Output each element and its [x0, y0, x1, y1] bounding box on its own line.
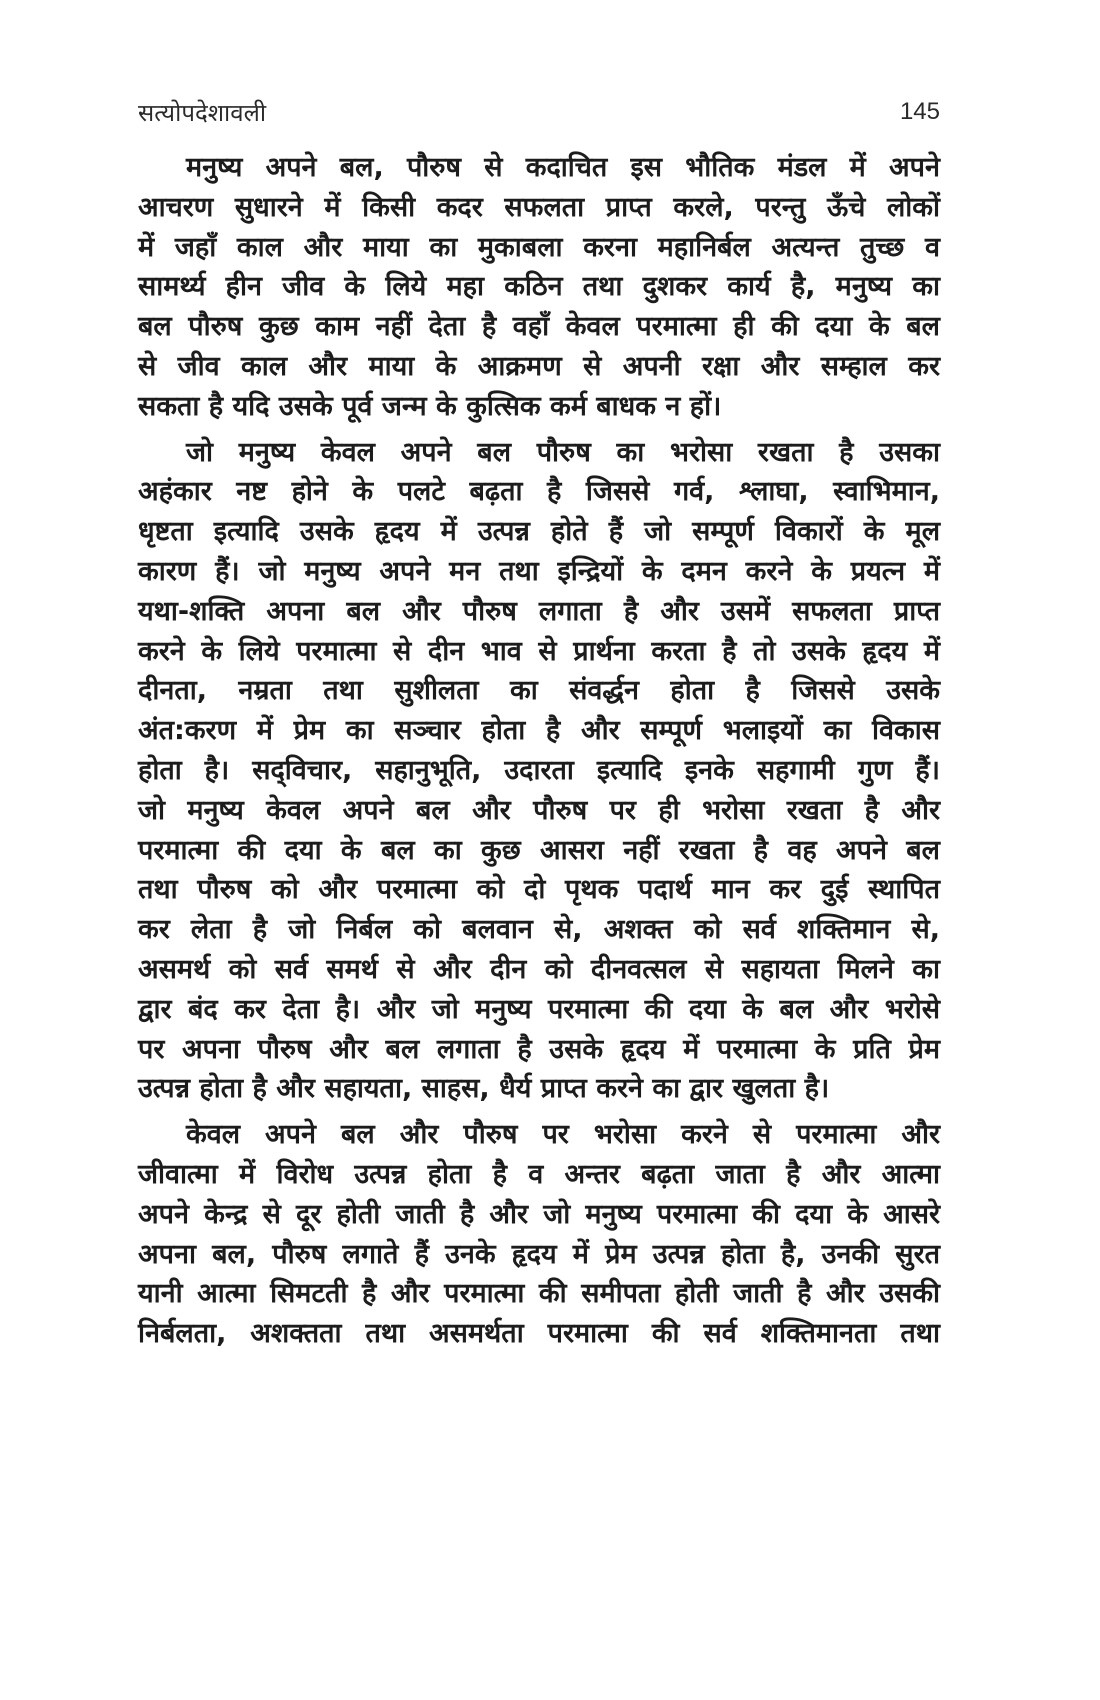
text-line: सकता है यदि उसके पूर्व जन्म के कुत्सिक कर्म बाधक न हों। [138, 390, 722, 422]
text-line: अपने केन्द्र से दूर होती जाती है और जो मनुष्य परमात्मा की दया के आसरे [138, 1198, 940, 1230]
text-line: यथा-शक्ति अपना बल और पौरुष लगाता है और उसमें सफलता प्राप्त [138, 595, 940, 627]
text-line: करने के लिये परमात्मा से दीन भाव से प्रार्थना करता है तो उसके हृदय में [138, 635, 940, 667]
text-line: धृष्टता इत्यादि उसके हृदय में उत्पन्न होते हैं जो सम्पूर्ण विकारों के मूल [138, 516, 940, 548]
text-line: बल पौरुष कुछ काम नहीं देता है वहाँ केवल परमात्मा ही की दया के बल [138, 311, 940, 343]
text-line: तथा पौरुष को और परमात्मा को दो पृथक पदार्थ मान कर दुई स्थापित [138, 874, 940, 906]
text-line: केवल अपने बल और पौरुष पर भरोसा करने से परमात्मा और [186, 1119, 940, 1151]
page-number: 145 [899, 98, 940, 125]
text-line: यानी आत्मा सिमटती है और परमात्मा की समीपता होती जाती है और उसकी [138, 1278, 940, 1310]
text-line: जो मनुष्य केवल अपने बल और पौरुष पर ही भरोसा रखता है और [138, 794, 940, 826]
paragraph-1 [138, 148, 940, 427]
text-line: अंत:करण में प्रेम का सञ्चार होता है और सम्पूर्ण भलाइयों का विकास [138, 715, 940, 747]
text-line: कारण हैं। जो मनुष्य अपने मन तथा इन्द्रियों के दमन करने के प्रयत्न में [138, 555, 940, 587]
text-line: पर अपना पौरुष और बल लगाता है उसके हृदय में परमात्मा के प्रति प्रेम [138, 1033, 940, 1065]
text-line: मनुष्य अपने बल, पौरुष से कदाचित इस भौतिक मंडल में अपने [186, 152, 940, 183]
text-line: उत्पन्न होता है और सहायता, साहस, धैर्य प्राप्त करने का द्वार खुलता है। [138, 1073, 830, 1105]
running-header [138, 92, 940, 132]
text-line: असमर्थ को सर्व समर्थ से और दीन को दीनवत्सल से सहायता मिलने का [138, 953, 940, 985]
text-line: निर्बलता, अशक्तता तथा असमर्थता परमात्मा की सर्व शक्तिमानता तथा [138, 1318, 940, 1350]
paragraph-3 [138, 1115, 940, 1354]
paragraph-2 [138, 433, 940, 1110]
text-line: आचरण सुधारने में किसी कदर सफलता प्राप्त करले, परन्तु ऊँचे लोकों [138, 191, 940, 223]
text-line: जो मनुष्य केवल अपने बल पौरुष का भरोसा रखता है उसका [186, 436, 940, 468]
text-line: कर लेता है जो निर्बल को बलवान से, अशक्त को सर्व शक्तिमान से, [138, 914, 940, 946]
text-line: जीवात्मा में विरोध उत्पन्न होता है व अन्तर बढ़ता जाता है और आत्मा [138, 1158, 940, 1190]
text-line: अपना बल, पौरुष लगाते हैं उनके हृदय में प्रेम उत्पन्न होता है, उनकी सुरत [138, 1238, 940, 1270]
text-line: अहंकार नष्ट होने के पलटे बढ़ता है जिससे गर्व, श्लाघा, स्वाभिमान, [138, 476, 940, 508]
text-line: परमात्मा की दया के बल का कुछ आसरा नहीं रखता है वह अपने बल [138, 834, 940, 866]
text-line: से जीव काल और माया के आक्रमण से अपनी रक्षा और सम्हाल कर [138, 350, 940, 382]
body-text [138, 148, 940, 1354]
text-line: दीनता, नम्रता तथा सुशीलता का संवर्द्धन होता है जिससे उसके [138, 675, 940, 707]
text-line: सामर्थ्य हीन जीव के लिये महा कठिन तथा दुशकर कार्य है, मनुष्य का [138, 271, 940, 303]
running-title: सत्योपदेशावली [138, 98, 267, 127]
text-line: होता है। सद्‌विचार, सहानुभूति, उदारता इत्यादि इनके सहगामी गुण हैं। [138, 754, 940, 786]
text-line: द्वार बंद कर देता है। और जो मनुष्य परमात्मा की दया के बल और भरोसे [138, 993, 940, 1025]
text-line: में जहाँ काल और माया का मुकाबला करना महानिर्बल अत्यन्त तुच्छ व [138, 231, 940, 263]
